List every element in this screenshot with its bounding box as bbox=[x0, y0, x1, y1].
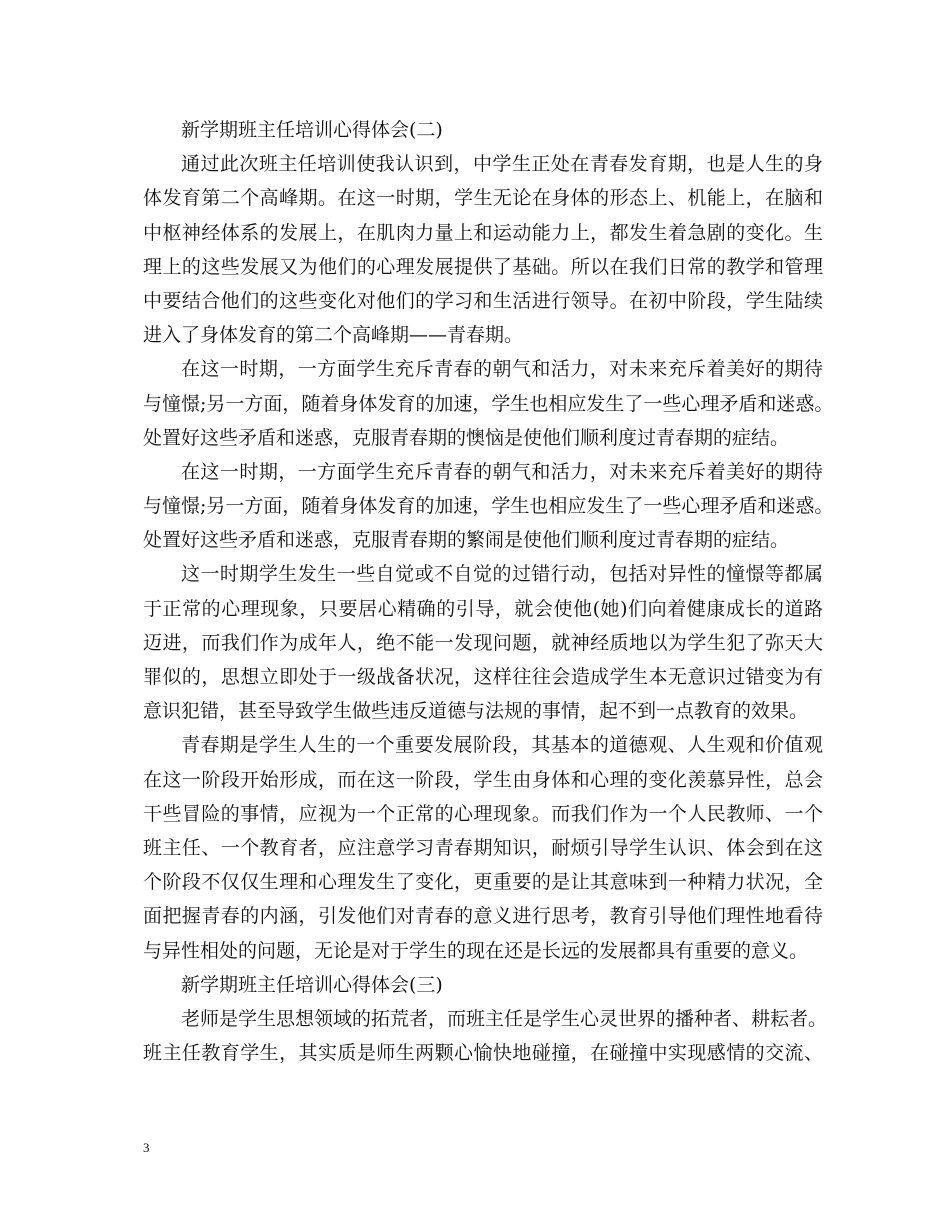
paragraph-line: 班主任教育学生，其实质是师生两颗心愉快地碰撞，在碰撞中实现感情的交流、 bbox=[143, 1042, 823, 1065]
paragraph-5 bbox=[143, 728, 823, 967]
paragraph-line: 理上的这些发展又为他们的心理发展提供了基础。所以在我们日常的教学和管理 bbox=[143, 255, 823, 278]
paragraph-line: 与憧憬;另一方面，随着身体发育的加速，学生也相应发生了一些心理矛盾和迷惑。 bbox=[143, 392, 834, 415]
document-body bbox=[143, 113, 834, 1070]
paragraph-6 bbox=[143, 1002, 828, 1070]
paragraph-line: 通过此次班主任培训使我认识到，中学生正处在青春发育期，也是人生的身 bbox=[181, 153, 823, 176]
paragraph-line: 个阶段不仅仅生理和心理发生了变化，更重要的是让其意味到一种精力状况，全 bbox=[143, 871, 823, 894]
paragraph-line: 处置好这些矛盾和迷惑，克服青春期的繁闹是使他们顺利度过青春期的症结。 bbox=[143, 529, 790, 552]
paragraph-line: 面把握青春的内涵，引发他们对青春的意义进行思考，教育引导他们理性地看待 bbox=[143, 905, 823, 928]
paragraph-line: 在这一时期，一方面学生充斥青春的朝气和活力，对未来充斥着美好的期待 bbox=[181, 358, 823, 381]
paragraph-2 bbox=[143, 352, 834, 455]
paragraph-line: 进入了身体发育的第二个高峰期——青春期。 bbox=[143, 324, 524, 347]
paragraph-line: 罪似的，思想立即处于一级战备状况，这样往往会造成学生本无意识过错变为有 bbox=[143, 666, 823, 688]
paragraph-3 bbox=[143, 455, 834, 558]
paragraph-line: 与憧憬;另一方面，随着身体发育的加速，学生也相应发生了一些心理矛盾和迷惑。 bbox=[143, 495, 834, 518]
paragraph-line: 中要结合他们的这些变化对他们的学习和生活进行领导。在初中阶段，学生陆续 bbox=[143, 289, 823, 312]
page-number: 3 bbox=[143, 1140, 150, 1155]
paragraph-1 bbox=[143, 147, 823, 352]
paragraph-line: 干些冒险的事情，应视为一个正常的心理现象。而我们作为一个人民教师、一个 bbox=[143, 802, 823, 825]
paragraph-line: 迈进，而我们作为成年人，绝不能一发现问题，就神经质地以为学生犯了弥天大 bbox=[143, 631, 823, 654]
section-heading-3 bbox=[143, 968, 823, 1002]
paragraph-line: 于正常的心理现象，只要居心精确的引导，就会使他(她)们向着健康成长的道路 bbox=[143, 597, 823, 620]
paragraph-line: 在这一时期，一方面学生充斥青春的朝气和活力，对未来充斥着美好的期待 bbox=[181, 460, 823, 483]
section-heading-2 bbox=[143, 113, 823, 147]
paragraph-line: 老师是学生思想领域的拓荒者，而班主任是学生心灵世界的播种者、耕耘者。 bbox=[181, 1007, 828, 1030]
paragraph-line: 处置好这些矛盾和迷惑，克服青春期的懊恼是使他们顺利度过青春期的症结。 bbox=[143, 426, 790, 449]
paragraph-line: 青春期是学生人生的一个重要发展阶段，其基本的道德观、人生观和价值观 bbox=[181, 734, 823, 757]
paragraph-line: 中枢神经体系的发展上，在肌肉力量上和运动能力上，都发生着急剧的变化。生 bbox=[143, 221, 823, 244]
paragraph-line: 体发育第二个高峰期。在这一时期，学生无论在身体的形态上、机能上，在脑和 bbox=[143, 187, 823, 210]
paragraph-line: 班主任、一个教育者，应注意学习青春期知识，耐烦引导学生认识、体会到在这 bbox=[143, 836, 823, 859]
paragraph-line: 在这一阶段开始形成，而在这一阶段，学生由身体和心理的变化羡慕异性，总会 bbox=[143, 768, 823, 791]
paragraph-line: 这一时期学生发生一些自觉或不自觉的过错行动，包括对异性的憧憬等都属 bbox=[181, 563, 823, 586]
paragraph-4 bbox=[143, 557, 823, 728]
heading-line: 新学期班主任培训心得体会(二) bbox=[181, 119, 443, 141]
paragraph-line: 与异性相处的问题，无论是对于学生的现在还是长远的发展都具有重要的意义。 bbox=[143, 939, 809, 962]
paragraph-line: 意识犯错，甚至导致学生做些违反道德与法规的事情，起不到一点教育的效果。 bbox=[143, 700, 809, 723]
heading-line: 新学期班主任培训心得体会(三) bbox=[181, 973, 443, 996]
